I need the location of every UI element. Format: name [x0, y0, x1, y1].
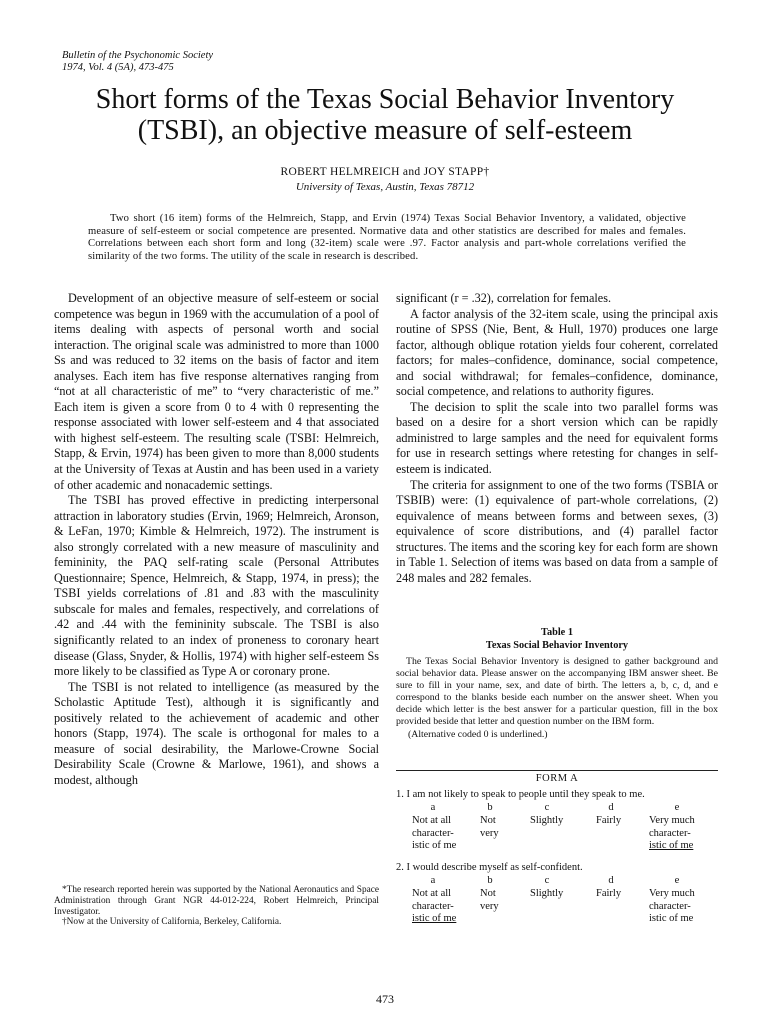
instructions-text: The Texas Social Behavior Inventory is designed to gather background and social behavior data. Please answer on the accompanying IBM answer sheet. Be sure to fill in your name, sex, and date of birth. The letters a, b, c, d, and e correspond to the blanks beside each number on the answer sheet. When you decide which letter is the best answer for a particular question, fill in the box provided beside that letter and question number on the IBM form. — [396, 656, 718, 728]
option-a-line: Not at all — [412, 888, 452, 899]
body-paragraph: The TSBI is not related to intelligence (as measured by the Scholastic Aptitude Test), although it is significantly and positively related to the achievement of academic and other honors (Stapp, 1974). The scale is orthogonal for males to a measure of social desirability, the Marlowe-Crowne Social Desirability Scale (Crowne & Marlowe, 1961), and shows a modest, although — [54, 679, 379, 787]
option-letter-b: b — [487, 802, 493, 813]
journal-name: Bulletin of the Psychonomic Society — [62, 50, 214, 61]
option-b-line: very — [480, 900, 499, 912]
footnote-address: †Now at the University of California, Berkeley, California. — [62, 917, 282, 928]
title-line-2: (TSBI), an objective measure of self-esteem — [137, 115, 633, 146]
option-letter-a: a — [430, 802, 436, 813]
article-title — [40, 84, 730, 146]
item-text: 1. I am not likely to speak to people until they speak to me. — [396, 789, 645, 800]
option-e-line: character- — [649, 827, 691, 839]
journal-volume: 1974, Vol. 4 (5A), 473-475 — [62, 62, 174, 73]
option-letter-e: e — [674, 802, 680, 813]
authors: ROBERT HELMREICH and JOY STAPP† — [280, 166, 490, 178]
option-b — [480, 888, 499, 913]
option-d: Fairly — [596, 888, 622, 899]
body-paragraph: The TSBI has proved effective in predicting interpersonal attraction in laboratory studies (Ervin, 1969; Helmreich, Aronson, & LeFan, 1970; Kimble & Helmreich, 1972). The instrument is also strongly correlated with a new measure of masculinity and femininity, the PAQ self-rating scale (Personal Attributes Questionnaire; Spence, Helmreich, & Stapp, 1974, in press); the TSBI yields correlations of .81 and .83 with the masculinity subscale for males and females, respectively, and correlations of .42 and .44 with the femininity subscale. The TSBI is also significantly related to an index of proneness to coronary heart disease (Glass, Snyder, & Hollis, 1974) with higher self-esteem Ss more likely to be classified as Type A or coronary prone. — [54, 493, 379, 679]
title-line-1: Short forms of the Texas Social Behavior Inventory — [95, 84, 675, 115]
item-text: 2. I would describe myself as self-confident. — [396, 862, 583, 873]
option-d: Fairly — [596, 815, 622, 826]
option-b — [480, 815, 499, 840]
table-rule-top — [396, 770, 718, 771]
option-e — [649, 815, 695, 853]
left-column — [54, 291, 379, 789]
option-a — [412, 888, 456, 926]
option-a-line: istic of me — [412, 840, 457, 851]
option-b-line: very — [480, 827, 499, 839]
option-a-line: character- — [412, 827, 454, 839]
option-b-line: Not — [480, 888, 496, 899]
table-item-2 — [396, 862, 718, 924]
option-letter-b: b — [487, 875, 493, 886]
table-number: Table 1 — [541, 627, 573, 638]
option-letter-d: d — [608, 875, 614, 886]
option-e-line: character- — [649, 900, 691, 912]
abstract: Two short (16 item) forms of the Helmreich, Stapp, and Ervin (1974) Texas Social Behavior Inventory, a validated, objective measure of self-esteem or social competence are presented. Normative data and other statistics are described for males and females. Correlations between each short form and long (32-item) scale were .97. Factor analysis and part-whole correlations verified the similarity of the two forms. The utility of the scale in research is described. — [88, 213, 686, 263]
table-heading — [396, 626, 718, 652]
option-a — [412, 815, 456, 853]
option-a-line: character- — [412, 900, 454, 912]
option-letter-a: a — [430, 875, 436, 886]
form-label: FORM A — [535, 773, 579, 784]
option-e-line: Very much — [649, 888, 695, 899]
option-a-line: istic of me — [412, 913, 457, 924]
right-column — [396, 291, 718, 586]
option-e-line: Very much — [649, 815, 695, 826]
footnote-funding: *The research reported herein was supported by the National Aeronautics and Space Administration through Grant NGR 44-012-224, Robert Helmreich, Principal Investigator. — [54, 885, 379, 917]
option-c: Slightly — [530, 815, 564, 826]
table-item-1 — [396, 789, 718, 851]
option-e-line: istic of me — [649, 913, 694, 924]
option-letter-c: c — [544, 875, 550, 886]
table-instructions — [396, 656, 718, 741]
journal-citation — [62, 50, 213, 74]
option-c: Slightly — [530, 888, 564, 899]
body-paragraph: The criteria for assignment to one of the two forms (TSBIA or TSBIB) were: (1) equivalence of part-whole correlations, (2) equivalence of means between forms and between sexes, (3) equivalence of score distributions, and (4) parallel factor structures. The items and the scoring key for each form are shown in Table 1. Selection of items was based on data from a sample of 248 males and 282 females. — [396, 477, 718, 585]
option-letter-e: e — [674, 875, 680, 886]
table-caption: Texas Social Behavior Inventory — [485, 640, 629, 651]
option-e-line: istic of me — [649, 840, 694, 851]
footnotes — [54, 885, 379, 928]
body-paragraph: Development of an objective measure of self-esteem or social competence was begun in 1969 with the accumulation of a pool of items dealing with aspects of personal worth and social interaction. The original scale was administred to more than 1000 Ss and was reduced to 32 items on the basis of factor and item analyses. Each item has five response alternatives ranging from “not at all characteristic of me” to “very characteristic of me.” Each item is given a score from 0 to 4 with 0 representing the response associated with lower self-esteem and 4 that associated with highest self-esteem. The resulting scale (TSBI: Helmreich, Stapp, & Ervin, 1974) has been given to more than 8,000 students at the University of Texas at Austin and has been used in a variety of other academic and nonacademic settings. — [54, 291, 379, 492]
affiliation: University of Texas, Austin, Texas 78712 — [295, 181, 475, 193]
page-number: 473 — [376, 992, 394, 1006]
option-letter-c: c — [544, 802, 550, 813]
option-a-line: Not at all — [412, 815, 452, 826]
option-b-line: Not — [480, 815, 496, 826]
alternative-note: (Alternative coded 0 is underlined.) — [408, 728, 548, 740]
body-paragraph: significant (r = .32), correlation for females. — [396, 291, 611, 305]
option-letter-d: d — [608, 802, 614, 813]
body-paragraph: A factor analysis of the 32-item scale, using the principal axis routine of SPSS (Nie, Bent, & Hull, 1970) produces one large factor, although oblique rotation yields four coherent, correlated factors; for males–confidence, dominance, social competence, and social withdrawal; for females–confidence, dominance, social competence, and relations to authority figures. — [396, 306, 718, 399]
body-paragraph: The decision to split the scale into two parallel forms was based on a desire for a short version which can be rapidly administred to large samples and the need for equivalent forms for use in research settings where retesting for changes in self-esteem is indicated. — [396, 399, 718, 477]
option-e — [649, 888, 695, 926]
